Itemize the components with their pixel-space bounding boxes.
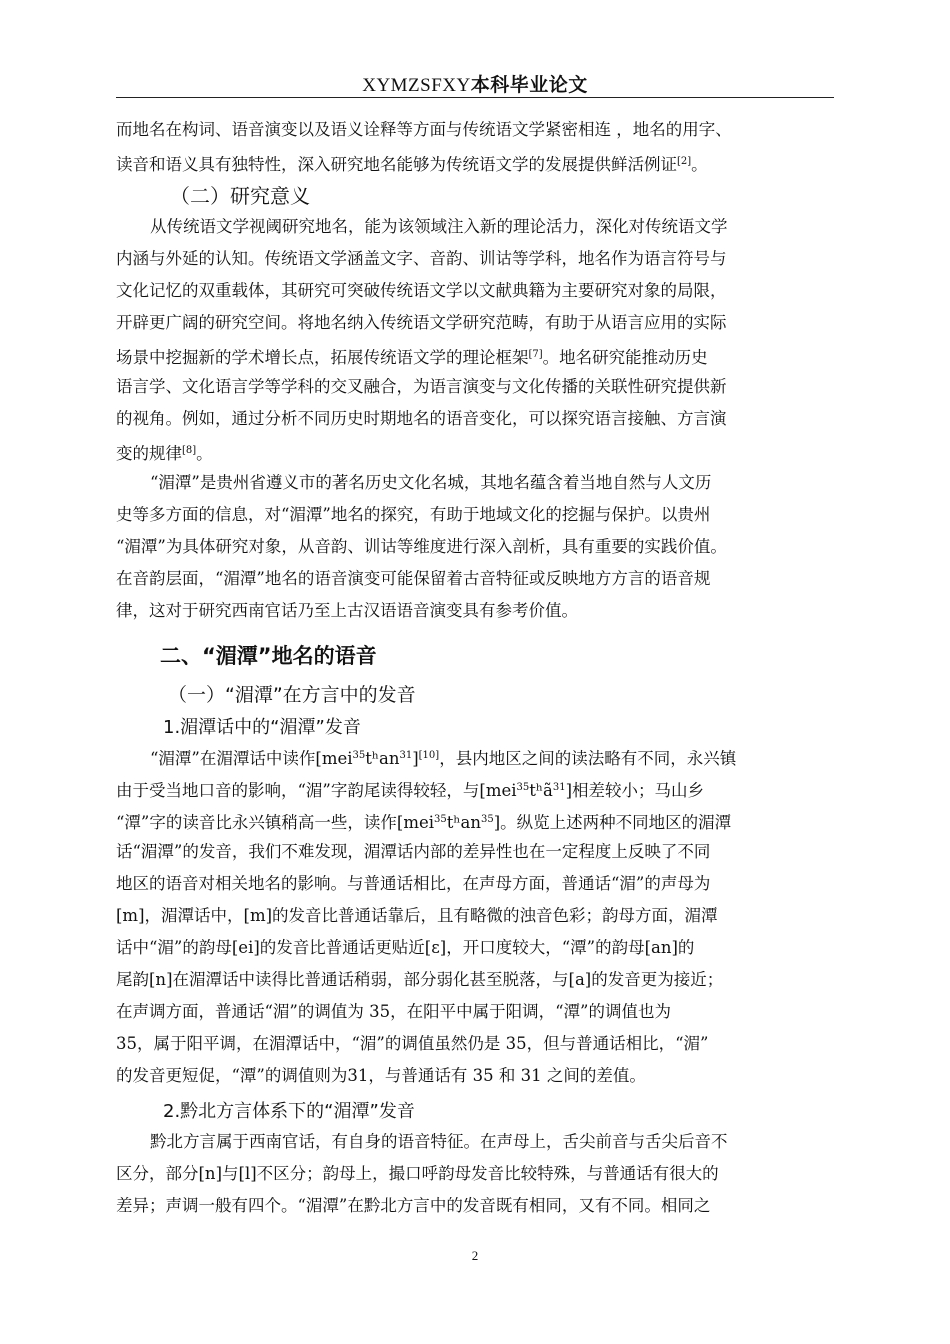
text-line: 文化记忆的双重载体，其研究可突破传统语文学以文献典籍为主要研究对象的局限，: [116, 281, 727, 300]
text-line: “湄潭”是贵州省遵义市的著名历史文化名城，其地名蕴含着当地自然与人文历: [150, 473, 712, 492]
text-line: 区分，部分[n]与[l]不区分；韵母上，撮口呼韵母发音比较特殊，与普通话有很大的: [116, 1164, 719, 1183]
text-line: 黔北方言属于西南官话，有自身的语音特征。在声母上，舌尖前音与舌尖后音不: [150, 1132, 728, 1151]
text-line: 变的规律[8]。: [116, 444, 213, 463]
page-number: 2: [471, 1248, 479, 1263]
text-line: 读音和语义具有独特性，深入研究地名能够为传统语文学的发展提供鲜活例证[2]。: [116, 155, 708, 174]
section-heading: （二）研究意义: [170, 184, 310, 208]
citation: [2]: [677, 156, 692, 167]
citation: [10]: [418, 750, 440, 761]
text-line: 的视角。例如，通过分析不同历史时期地名的语音变化，可以探究语言接触、方言演: [116, 409, 727, 428]
text-line: 话中“湄”的韵母[ei]的发音比普通话更贴近[ɛ]，开口度较大，“潭”的韵母[an]的: [116, 938, 695, 957]
text-line: 尾韵[n]在湄潭话中读得比普通话稍弱，部分弱化甚至脱落，与[a]的发音更为接近；: [116, 970, 724, 989]
header-title: 本科毕业论文: [470, 74, 588, 96]
text-line: 而地名在构词、语音演变以及语义诠释等方面与传统语文学紧密相连 ，地名的用字、: [116, 120, 732, 139]
text-line: [m]，湄潭话中，[m]的发音比普通话靠后，且有略微的浊音色彩；韵母方面，湄潭: [116, 906, 718, 925]
text-line: “湄潭”为具体研究对象，从音韵、训诂等维度进行深入剖析，具有重要的实践价值。: [116, 537, 727, 556]
text-line: 史等多方面的信息，对“湄潭”地名的探究，有助于地域文化的挖掘与保护。以贵州: [116, 505, 711, 524]
page-header: [116, 70, 834, 97]
text-line: 由于受当地口音的影响，“湄”字韵尾读得较轻，与[mei$^{35}$tʰã$^{31}$]相差较小；马山乡: [116, 781, 705, 800]
text-line: 场景中挖掘新的学术增长点，拓展传统语文学的理论框架[7]。地名研究能推动历史: [116, 348, 708, 367]
text-line: 地区的语音对相关地名的影响。与普通话相比，在声母方面，普通话“湄”的声母为: [116, 874, 711, 893]
text-line: 差异；声调一般有四个。“湄潭”在黔北方言中的发音既有相同，又有不同。相同之: [116, 1196, 711, 1215]
text-line: 律，这对于研究西南官话乃至上古汉语语音演变具有参考价值。: [116, 601, 578, 620]
chapter-heading: 二、“湄潭”地名的语音: [160, 644, 377, 668]
section-heading: （一）“湄潭”在方言中的发音: [168, 684, 416, 706]
text-line: “潭”字的读音比永兴镇稍高一些，读作[mei$^{35}$tʰan$^{35}$]。纵览上述两种不同地区的湄潭: [116, 813, 732, 832]
text-line: 语言学、文化语言学等学科的交叉融合，为语言演变与文化传播的关联性研究提供新: [116, 377, 727, 396]
text-line: “湄潭”在湄潭话中读作[mei$^{35}$tʰan$^{31}$][10]，县内地区之间的读法略有不同，永兴镇: [150, 749, 737, 768]
subsection-heading: 1.湄潭话中的“湄潭”发音: [163, 717, 361, 738]
text-line: 在音韵层面，“湄潭”地名的语音演变可能保留着古音特征或反映地方方言的语音规: [116, 569, 711, 588]
text-line: 从传统语文学视阈研究地名，能为该领域注入新的理论活力，深化对传统语文学: [150, 217, 728, 236]
text-line: 35，属于阳平调，在湄潭话中，“湄”的调值虽然仍是 35，但与普通话相比，“湄”: [116, 1034, 709, 1053]
text-line: 内涵与外延的认知。传统语文学涵盖文字、音韵、训诂等学科，地名作为语言符号与: [116, 249, 727, 268]
header-school-code: XYMZSFXY: [362, 75, 471, 96]
text-line: 的发音更短促，“潭”的调值则为31，与普通话有 35 和 31 之间的差值。: [116, 1066, 646, 1085]
citation: [8]: [182, 445, 197, 456]
subsection-heading: 2.黔北方言体系下的“湄潭”发音: [163, 1101, 415, 1122]
text-line: 开辟更广阔的研究空间。将地名纳入传统语文学研究范畴，有助于从语言应用的实际: [116, 313, 727, 332]
text-line: 在声调方面，普通话“湄”的调值为 35，在阳平中属于阳调，“潭”的调值也为: [116, 1002, 671, 1021]
citation: [7]: [528, 349, 543, 360]
text-line: 话“湄潭”的发音，我们不难发现，湄潭话内部的差异性也在一定程度上反映了不同: [116, 842, 711, 861]
header-rule: [116, 97, 834, 98]
